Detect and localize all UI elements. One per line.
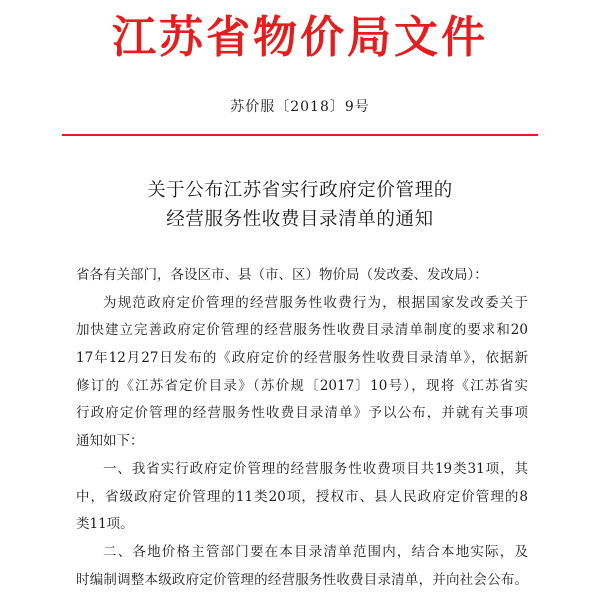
- document-number: 苏价服〔2018〕9号: [230, 99, 370, 115]
- paragraph-line: 一、我省实行政府定价管理的经营服务性收费项目共19类31项，其: [103, 460, 528, 477]
- paragraph-2: [76, 456, 528, 539]
- paragraph-line: 中，省级政府定价管理的11类20项，授权市、县人民政府定价管理的8: [76, 488, 528, 505]
- notice-title: [0, 176, 600, 234]
- paragraph-3: [76, 539, 528, 594]
- notice-title-line: 关于公布江苏省实行政府定价管理的: [147, 180, 453, 201]
- paragraph-1: [76, 290, 528, 456]
- paragraph-line: 为规范政府定价管理的经营服务性收费行为，根据国家发改委关于: [103, 294, 528, 311]
- paragraph-line: 行政府定价管理的经营服务性收费目录清单》予以公布，并就有关事项: [76, 405, 528, 422]
- paragraph-line: 通知如下：: [76, 433, 144, 450]
- paragraph-line: 修订的《江苏省定价目录》（苏价规〔2017〕10号），现将《江苏省实: [76, 377, 528, 394]
- paragraph-line: 时编制调整本级政府定价管理的经营服务性收费目录清单，并向社会公布。: [76, 571, 528, 588]
- salutation: 省各有关部门，各设区市、县（市、区）物价局（发改委、发改局）：: [76, 267, 488, 283]
- paragraph-line: 加快建立完善政府定价管理的经营服务性收费目录清单制度的要求和20: [76, 322, 528, 339]
- paragraph-line: 类11项。: [76, 516, 134, 533]
- document-masthead-title: 江苏省物价局文件: [112, 12, 488, 63]
- paragraph-line: 二、各地价格主管部门要在本目录清单范围内，结合本地实际，及: [103, 543, 528, 560]
- masthead-divider: [62, 134, 538, 136]
- notice-title-line: 经营服务性收费目录清单的通知: [166, 209, 434, 230]
- paragraph-line: 17年12月27日发布的《政府定价的经营服务性收费目录清单》，依据新: [76, 350, 528, 367]
- notice-body: [76, 262, 528, 594]
